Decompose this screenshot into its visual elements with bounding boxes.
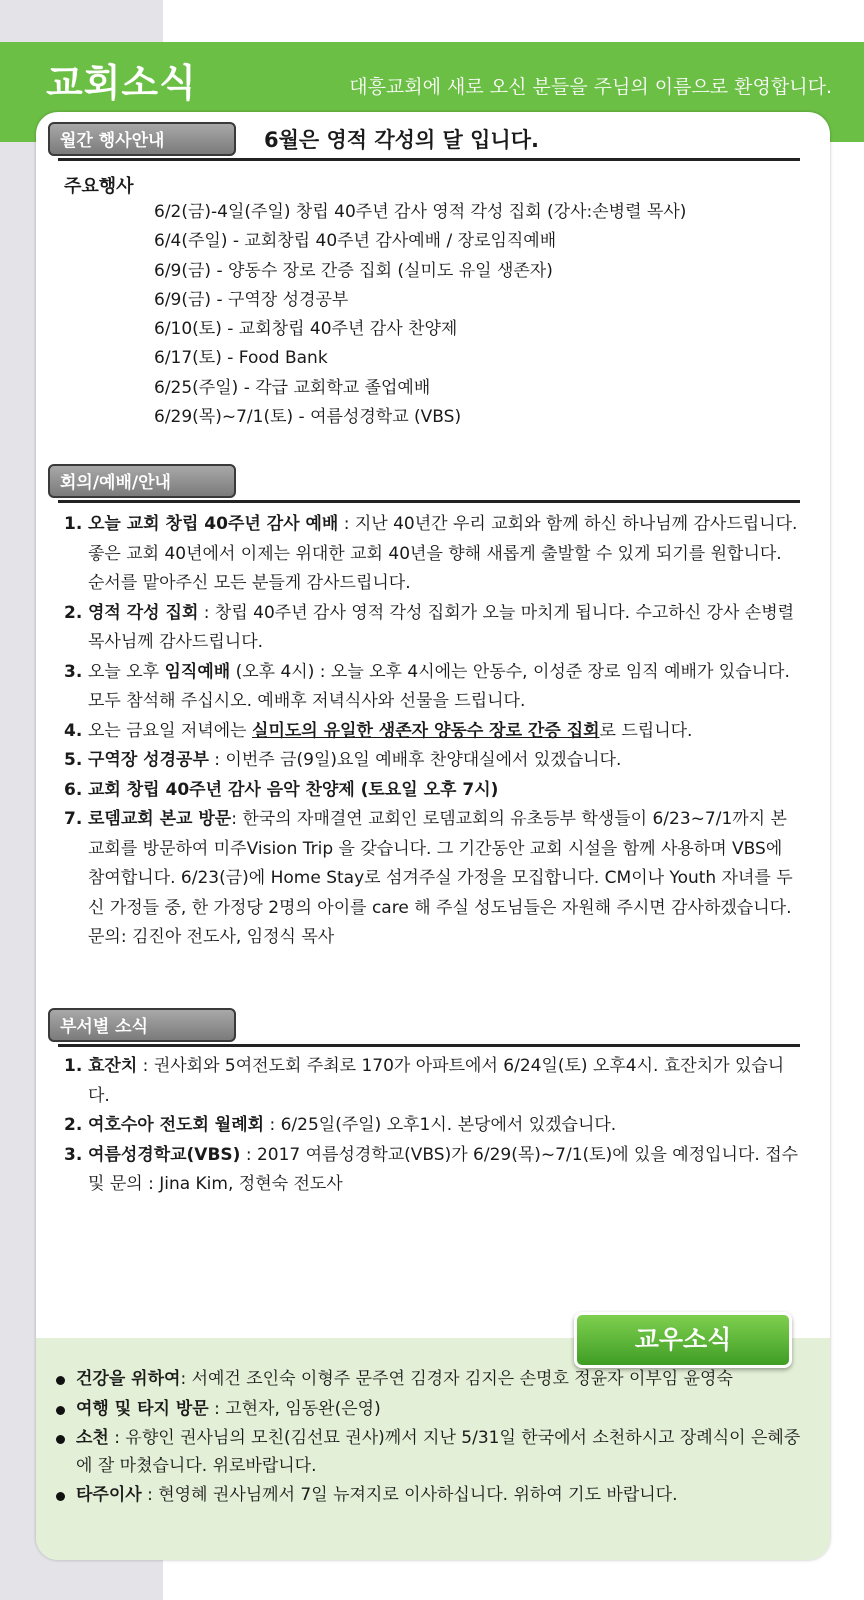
- item-heading: 임직예배: [164, 661, 231, 682]
- bullet-icon: [56, 1435, 65, 1444]
- item-number: 1.: [64, 514, 83, 534]
- list-item: [64, 599, 799, 658]
- item-heading: 소천: [76, 1428, 109, 1448]
- bullet-icon: [56, 1406, 65, 1415]
- list-item: [64, 658, 799, 717]
- list-item: [56, 1425, 816, 1480]
- event-item: 6/10(토) - 교회창립 40주년 감사 찬양제: [154, 319, 458, 340]
- item-text: : 6/25일(주일) 오후1시. 본당에서 있겠습니다.: [264, 1115, 617, 1135]
- item-text: 오는 금요일 저녁에는: [88, 720, 253, 741]
- section-divider: [58, 158, 800, 161]
- event-item: 6/25(주일) - 각급 교회학교 졸업예배: [154, 377, 431, 398]
- section-tab-monthly: 월간 행사안내: [48, 122, 236, 156]
- item-heading: 여행 및 타지 방문: [76, 1398, 209, 1419]
- list-item: [64, 510, 799, 599]
- main-events-label: 주요행사: [64, 176, 134, 197]
- list-item: [64, 776, 799, 806]
- event-item: 6/9(금) - 양동수 장로 간증 집회 (실미도 유일 생존자): [154, 260, 553, 281]
- item-text: : 권사회와 5여전도회 주최로 170가 아파트에서 6/24일(토) 오후4시. 효잔치가 있습니다.: [88, 1056, 785, 1106]
- list-item: [56, 1396, 816, 1424]
- content-card: [36, 112, 830, 1560]
- section-divider: [58, 1044, 800, 1047]
- item-heading: 영적 각성 집회: [88, 602, 199, 623]
- item-text: (오후 4시) : 오늘 오후 4시에는 안동수, 이성준 장로 임직 예배가 있습니다. 모두 참석해 주십시오. 예배후 저녁식사와 선물을 드립니다.: [88, 661, 790, 711]
- item-number: 2.: [64, 1115, 83, 1135]
- dept-list: [64, 1052, 799, 1200]
- section-tab-dept: 부서별 소식: [48, 1008, 236, 1042]
- event-item: 6/17(토) - Food Bank: [154, 348, 328, 369]
- item-number: 6.: [64, 779, 83, 800]
- item-text: : 2017 여름성경학교(VBS)가 6/29(목)~7/1(토)에 있을 예정입니다. 접수 및 문의 : Jina Kim, 정현숙 전도사: [88, 1144, 799, 1194]
- section-tab-meeting: 회의/예배/안내: [48, 464, 236, 498]
- list-item: [64, 805, 799, 953]
- item-number: 3.: [64, 661, 83, 682]
- item-heading: 로뎀교회 본교 방문: [88, 809, 232, 829]
- section-divider: [58, 500, 800, 503]
- item-heading: 실미도의 유일한 생존자 양동수 장로 간증 집회: [252, 720, 600, 741]
- item-heading: 효잔치: [88, 1056, 138, 1076]
- item-number: 7.: [64, 809, 83, 829]
- item-number: 1.: [64, 1056, 83, 1076]
- bullet-icon: [56, 1492, 65, 1501]
- item-number: 2.: [64, 602, 83, 623]
- list-item: [64, 717, 799, 747]
- member-news-tab: 교우소식: [574, 1312, 792, 1368]
- item-text: : 유향인 권사님의 모친(김선묘 권사)께서 지난 5/31일 한국에서 소천하시고 장례식이 은혜중에 잘 마쳤습니다. 위로바랍니다.: [76, 1428, 801, 1476]
- item-number: 4.: [64, 720, 83, 741]
- event-list: [154, 198, 686, 432]
- item-heading: 건강을 위하여: [76, 1369, 181, 1389]
- event-item: 6/4(주일) - 교회창립 40주년 감사예배 / 장로임직예배: [154, 231, 557, 252]
- item-text: : 현영혜 권사님께서 7일 뉴져지로 이사하십니다. 위하여 기도 바랍니다.: [141, 1485, 678, 1505]
- list-item: [64, 1141, 799, 1200]
- event-item: 6/2(금)-4일(주일) 창립 40주년 감사 영적 각성 집회 (강사:손병렬 목사): [154, 202, 687, 222]
- item-heading: 여호수아 전도회 월례회: [88, 1115, 265, 1135]
- list-item: [56, 1482, 816, 1510]
- bullet-icon: [56, 1376, 65, 1385]
- item-text: : 창립 40주년 감사 영적 각성 집회가 오늘 마치게 됩니다. 수고하신 강사 손병렬 목사님께 감사드립니다.: [88, 602, 795, 652]
- item-number: 3.: [64, 1144, 83, 1165]
- list-item: [64, 1052, 799, 1111]
- item-number: 5.: [64, 750, 83, 770]
- member-news-list: [56, 1366, 816, 1512]
- event-item: 6/29(목)~7/1(토) - 여름성경학교 (VBS): [154, 407, 462, 428]
- page-title: 교회소식: [46, 61, 197, 105]
- item-text: : 지난 40년간 우리 교회와 함께 하신 하나님께 감사드립니다. 좋은 교회 40년에서 이제는 위대한 교회 40년을 향해 새롭게 출발할 수 있게 되기를 원합니다. 순서를 맡아주신 모든 분들게 감사드립니다.: [88, 514, 798, 593]
- event-item: 6/9(금) - 구역장 성경공부: [154, 289, 349, 310]
- item-heading: 교회 창립 40주년 감사 음악 찬양제 (토요일 오후 7시): [88, 779, 499, 800]
- item-heading: 오늘 교회 창립 40주년 감사 예배: [88, 514, 339, 534]
- item-text: : 서예건 조인숙 이형주 문주연 김경자 김지은 손명호 정윤자 이부임 윤영숙: [180, 1369, 733, 1389]
- item-heading: 구역장 성경공부: [88, 750, 209, 770]
- item-text: 오늘 오후: [88, 661, 165, 682]
- item-text: : 고현자, 임동완(은영): [208, 1398, 381, 1419]
- item-heading: 여름성경학교(VBS): [88, 1144, 241, 1165]
- page-subtitle: 대흥교회에 새로 오신 분들을 주님의 이름으로 환영합니다.: [349, 76, 832, 98]
- item-text: 로 드립니다.: [599, 720, 693, 741]
- list-item: [64, 1111, 799, 1141]
- list-item: [56, 1366, 816, 1394]
- item-text: : 한국의 자매결연 교회인 로뎀교회의 유초등부 학생들이 6/23~7/1까지 본교회를 방문하여 미주Vision Trip 을 갖습니다. 그 기간동안 교회 시설을 함께 사용하며 VBS에 참여합니다. 6/23(금)에 Home Stay로 섬겨주실 가정을 모집합니다. CM이나 Youth 자녀를 두신 가정들 중, 한 가정당 2명의 아이를 care 해 주실 성도님들은 자원해 주시면 감사하겠습니다. 문의: 김진아 전도사, 임정식 목사: [88, 809, 793, 947]
- meeting-list: [64, 510, 799, 953]
- item-heading: 타주이사: [76, 1485, 142, 1505]
- item-text: : 이번주 금(9일)요일 예배후 찬양대실에서 있겠습니다.: [208, 750, 622, 770]
- month-theme-title: 6월은 영적 각성의 달 입니다.: [264, 128, 539, 152]
- list-item: [64, 746, 799, 776]
